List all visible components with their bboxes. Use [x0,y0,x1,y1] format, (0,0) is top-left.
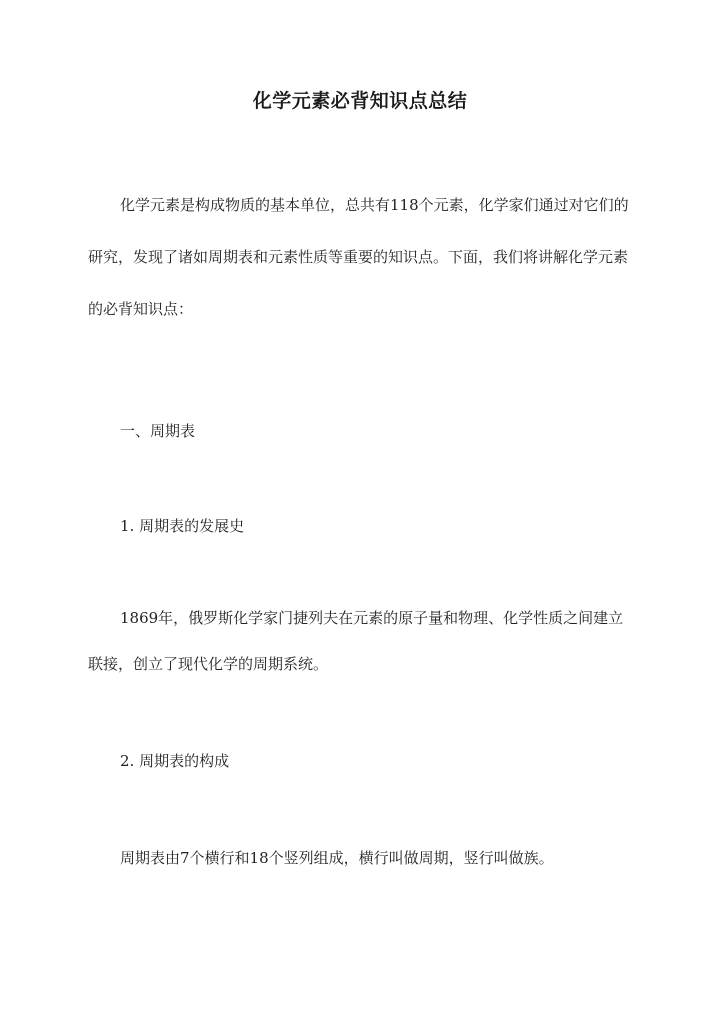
intro-paragraph: 化学元素是构成物质的基本单位，总共有118个元素，化学家们通过对它们的研究，发现了诸如周期表和元素性质等重要的知识点。下面，我们将讲解化学元素的必背知识点： [88,196,629,318]
subsection-heading-structure: 2. 周期表的构成 [120,752,230,770]
history-paragraph: 1869年，俄罗斯化学家门捷列夫在元素的原子量和物理、化学性质之间建立联接，创立了现代化学的周期系统。 [88,609,624,673]
structure-paragraph: 周期表由7个横行和18个竖列组成，横行叫做周期，竖行叫做族。 [120,849,554,867]
subsection-heading-history: 1. 周期表的发展史 [120,517,245,535]
document-title: 化学元素必背知识点总结 [252,90,468,112]
section-heading-periodic-table: 一、周期表 [120,422,196,440]
